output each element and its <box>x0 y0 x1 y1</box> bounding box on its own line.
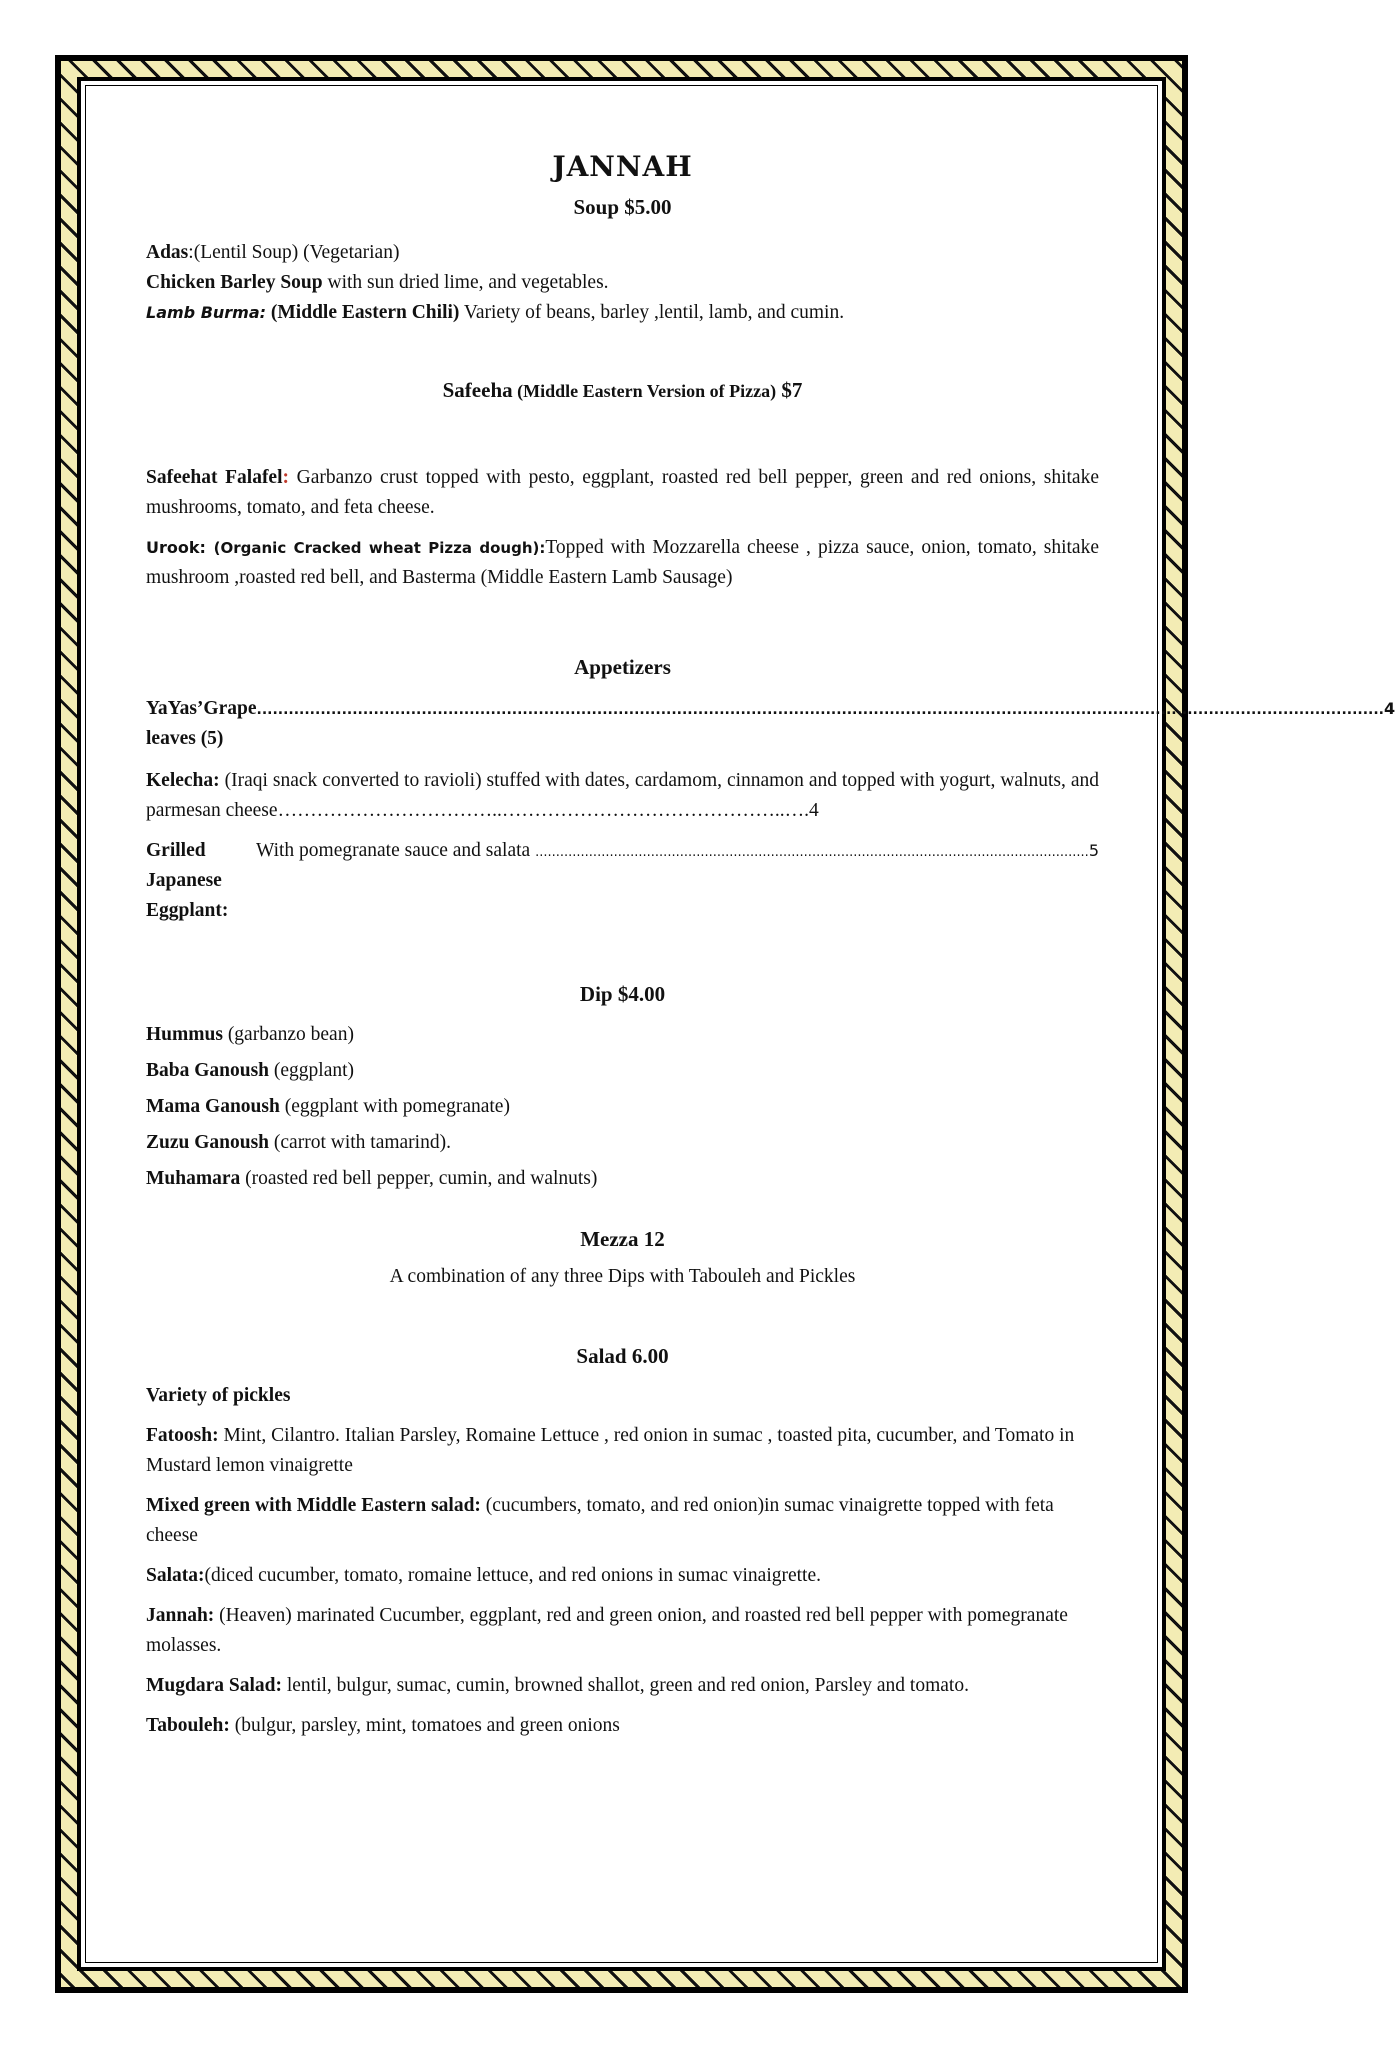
menu-item: Kelecha: (Iraqi snack converted to ravioli) stuffed with dates, cardamom, cinnamon and topped with yogurt, walnuts, and parmesan cheese……………………………..……………………………………..….4 <box>146 770 1099 821</box>
menu-item: Hummus (garbanzo bean) <box>146 1024 354 1045</box>
dot-leader: ...................................................................................................................................... <box>535 845 1089 860</box>
menu-item: Salata:(diced cucumber, tomato, romaine lettuce, and red onions in sumac vinaigrette. <box>146 1565 822 1586</box>
menu-item: Variety of pickles <box>146 1385 291 1406</box>
appetizers-heading: Appetizers <box>574 655 671 679</box>
menu-item: Urook: (Organic Cracked wheat Pizza dough):Topped with Mozzarella cheese , pizza sauce, onion, tomato, shitake mushroom ,roasted red bell, and Basterma (Middle Eastern Lamb Sausage) <box>146 537 1099 588</box>
safeeha-heading: Safeeha (Middle Eastern Version of Pizza) $7 <box>442 378 803 402</box>
dip-heading: Dip $4.00 <box>579 982 666 1006</box>
dot-leader: ……………………………..……………………………………..…. <box>277 800 809 821</box>
menu-item: Safeehat Falafel: Garbanzo crust topped with pesto, eggplant, roasted red bell pepper, green and red onions, shitake mushrooms, tomato, and feta cheese. <box>146 467 1099 518</box>
menu-item: Fatoosh: Mint, Cilantro. Italian Parsley, Romaine Lettuce , red onion in sumac , toasted pita, cucumber, and Tomato in Mustard lemon vinaigrette <box>146 1425 1075 1476</box>
mezza-heading: Mezza 12 <box>580 1227 665 1251</box>
menu-content <box>146 150 1395 1751</box>
menu-item: Grilled Japanese Eggplant: With pomegranate sauce and salata ...................................................................................................................................... 5 <box>146 840 1099 921</box>
soup-heading: Soup $5.00 <box>573 195 672 219</box>
menu-title: JANNAH <box>552 150 693 183</box>
menu-item: Jannah: (Heaven) marinated Cucumber, eggplant, red and green onion, and roasted red bell pepper with pomegranate molasses. <box>146 1605 1068 1656</box>
dot-leader: .................................................................................................................................................................................................................... <box>256 702 1384 718</box>
menu-item: Adas:(Lentil Soup) (Vegetarian) <box>146 242 400 263</box>
menu-item: Mama Ganoush (eggplant with pomegranate) <box>146 1096 510 1117</box>
menu-item: Tabouleh: (bulgur, parsley, mint, tomatoes and green onions <box>146 1715 620 1736</box>
menu-item: Lamb Burma: (Middle Eastern Chili) Variety of beans, barley ,lentil, lamb, and cumin. <box>146 302 845 323</box>
mezza-description: A combination of any three Dips with Tabouleh and Pickles <box>389 1266 856 1287</box>
salad-heading: Salad 6.00 <box>576 1344 669 1368</box>
menu-item: Zuzu Ganoush (carrot with tamarind). <box>146 1132 451 1153</box>
menu-item: Baba Ganoush (eggplant) <box>146 1060 355 1081</box>
menu-item: Mugdara Salad: lentil, bulgur, sumac, cumin, browned shallot, green and red onion, Parsley and tomato. <box>146 1675 969 1696</box>
menu-item: Chicken Barley Soup with sun dried lime, and vegetables. <box>146 272 609 293</box>
menu-item: Muhamara (roasted red bell pepper, cumin, and walnuts) <box>146 1168 598 1189</box>
menu-item: Mixed green with Middle Eastern salad: (cucumbers, tomato, and red onion)in sumac vinaigrette topped with feta cheese <box>146 1495 1054 1546</box>
menu-item: YaYas’Grape leaves (5) .................................................................................................................................................................................................................... 4 <box>146 694 1099 754</box>
